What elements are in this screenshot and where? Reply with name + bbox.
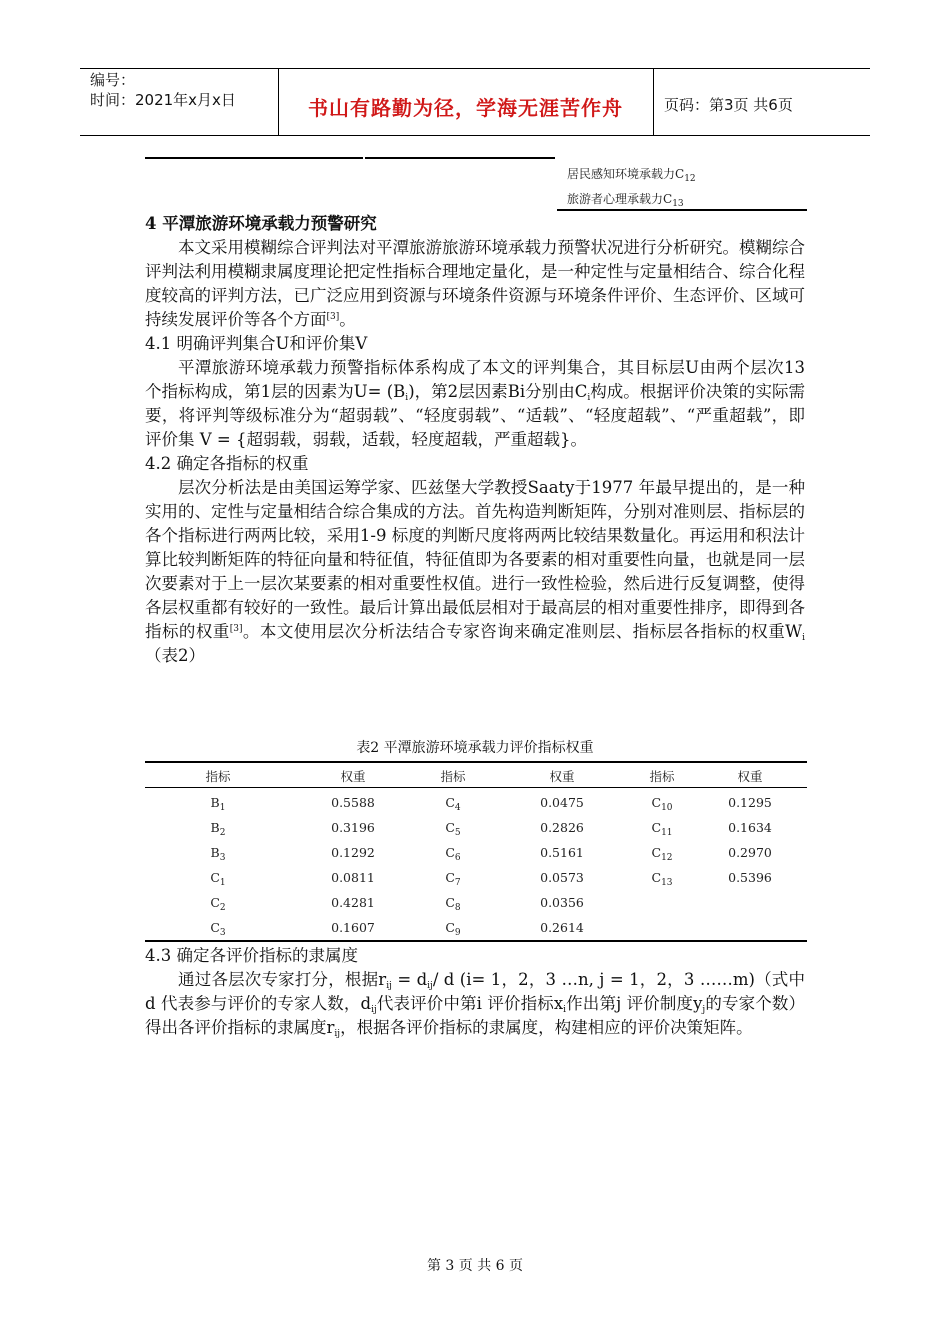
prev-table-rule-middle xyxy=(365,157,555,159)
table-2-weight-cell: 0.5161 xyxy=(540,845,584,860)
table-2-weight-cell: 0.1607 xyxy=(331,920,375,935)
table-2-indicator-cell: $C_8$ xyxy=(445,895,461,913)
section-4-3-title: 4.3 确定各评价指标的隶属度 xyxy=(145,946,358,965)
prev-table-row-resident: 居民感知环境承载力$C_{12}$ xyxy=(567,167,696,184)
table-2-indicator-cell: $B_1$ xyxy=(210,795,226,813)
header-date: 时间：2021年x月x日 xyxy=(90,91,236,109)
table-2-indicator-cell: $C_{10}$ xyxy=(651,795,673,813)
header-motto: 书山有路勤为径，学海无涯苦作舟 xyxy=(308,96,623,120)
header-bottom-rule xyxy=(80,135,870,136)
section-4-2-paragraph: 层次分析法是由美国运筹学家、匹兹堡大学教授Saaty于1977 年最早提出的，是一种实用的、定性与定量相结合综合集成的方法。首先构造判断矩阵，分别对准则层、指标层的各个指标进行两两比较，采用1-9 标度的判断尺度将两两比较结果数量化。再运用和积法计算比较判断矩阵的特征向量和特征值，特征值即为各要素的相对重要性向量，也就是同一层次要素对于上一层次某要素的相对重要性权值。进行一致性检验，然后进行反复调整，使得各层权重都有较好的一致性。最后计算出最低层相对于最高层的相对重要性排序，即得到各指标的权重[3]。本文使用层次分析法结合专家咨询来确定准则层、指标层各指标的权重$W_i$（表2） xyxy=(145,478,806,665)
table-2-header-cell: 指标 xyxy=(440,769,466,784)
table-2-weight-cell: 0.5588 xyxy=(331,795,375,810)
table-2-weight-cell: 0.1292 xyxy=(331,845,375,860)
table-2-weight-cell: 0.2970 xyxy=(728,845,772,860)
table-2-weight-cell: 0.0356 xyxy=(540,895,584,910)
table-2-indicator-cell: $C_1$ xyxy=(210,870,226,888)
prev-table-row-tourist: 旅游者心理承载力$C_{13}$ xyxy=(567,192,684,209)
table-2-indicator-cell: $B_2$ xyxy=(210,820,226,838)
table-2-indicator-cell: $C_2$ xyxy=(210,895,226,913)
header-number: 编号： xyxy=(90,71,136,89)
table-2-indicator-cell: $C_5$ xyxy=(445,820,461,838)
header-top-rule xyxy=(80,68,870,69)
header-divider-right xyxy=(653,68,654,135)
table-2-weight-cell: 0.0573 xyxy=(540,870,584,885)
table-2-title: 表2 平潭旅游环境承载力评价指标权重 xyxy=(356,740,594,756)
header-meta xyxy=(90,70,236,110)
table-2-header-cell: 指标 xyxy=(649,769,675,784)
table-2-weight-cell: 0.1634 xyxy=(728,820,772,835)
table-2-indicator-cell: $C_{13}$ xyxy=(651,870,673,888)
table-2-header-cell: 权重 xyxy=(737,769,763,784)
table-2-header-rule xyxy=(145,787,807,788)
table-2-indicator-cell: $C_3$ xyxy=(210,920,226,938)
section-4-2-title: 4.2 确定各指标的权重 xyxy=(145,454,309,473)
table-2-weight-cell: 0.0475 xyxy=(540,795,584,810)
section-4-paragraph: 本文采用模糊综合评判法对平潭旅游旅游环境承载力预警状况进行分析研究。模糊综合评判法利用模糊隶属度理论把定性指标合理地定量化，是一种定性与定量相结合、综合化程度较高的评判方法，已广泛应用到资源与环境条件资源与环境条件评价、生态评价、区域可持续发展评价等各个方面[3]。 xyxy=(145,238,805,329)
table-2-indicator-cell: $C_9$ xyxy=(445,920,461,938)
table-2-indicator-cell: $C_{11}$ xyxy=(651,820,673,838)
table-2-header-cell: 指标 xyxy=(205,769,231,784)
table-2-weight-cell: 0.0811 xyxy=(331,870,375,885)
table-2-indicator-cell: $C_4$ xyxy=(445,795,461,813)
table-2-indicator-cell: $C_7$ xyxy=(445,870,461,888)
table-2-header-cell: 权重 xyxy=(340,769,366,784)
section-4-1-title: 4.1 明确评判集合U和评价集V xyxy=(145,334,368,353)
table-2-top-rule xyxy=(145,761,807,763)
prev-table-rule-left xyxy=(145,157,363,159)
table-2-weight-cell: 0.1295 xyxy=(728,795,772,810)
table-2-weight-cell: 0.3196 xyxy=(331,820,375,835)
table-2-header-cell: 权重 xyxy=(549,769,575,784)
table-2-weight-cell: 0.2826 xyxy=(540,820,584,835)
table-2-indicator-cell: $B_3$ xyxy=(210,845,226,863)
section-4-3-paragraph: 通过各层次专家打分，根据$r_{ij} = d_{ij}/$ d (i= 1，2，3 …n, j = 1，2，3 ……m)（式中d 代表参与评价的专家人数，$d_{ij}$代表评价中第i 评价指标$x_i$作出第j 评价制度$y_j$的专家个数）得出各评价指标的隶属度$r_{ij}$，根据各评价指标的隶属度，构建相应的评价决策矩阵。 xyxy=(145,970,806,1039)
table-2-weight-cell: 0.4281 xyxy=(331,895,375,910)
table-2-weight-cell: 0.5396 xyxy=(728,870,772,885)
section-4-block xyxy=(145,212,805,668)
table-2-bottom-rule xyxy=(145,940,807,942)
prev-table-rule-bottom xyxy=(557,209,807,211)
section-4-3-block xyxy=(145,944,805,1040)
table-2-weight-cell: 0.2614 xyxy=(540,920,584,935)
section-4-title: 4 平潭旅游环境承载力预警研究 xyxy=(145,214,377,233)
header-page-number: 页码：第3页 共6页 xyxy=(664,96,793,114)
table-2-indicator-cell: $C_{12}$ xyxy=(651,845,673,863)
table-2-indicator-cell: $C_6$ xyxy=(445,845,461,863)
section-4-1-paragraph: 平潭旅游环境承载力预警指标体系构成了本文的评判集合，其目标层U由两个层次13个指标构成，第1层的因素为$U= (B_i)$，第2层因素Bi分别由$C_i$构成。根据评价决策的实际需要，将评判等级标准分为“超弱载”、“轻度弱载”、“适载”、“轻度超载”、“严重超载”，即评价集 V = {超弱载，弱载，适载，轻度超载，严重超载}。 xyxy=(145,358,805,449)
footer-page-number: 第 3 页 共 6 页 xyxy=(426,1258,524,1274)
